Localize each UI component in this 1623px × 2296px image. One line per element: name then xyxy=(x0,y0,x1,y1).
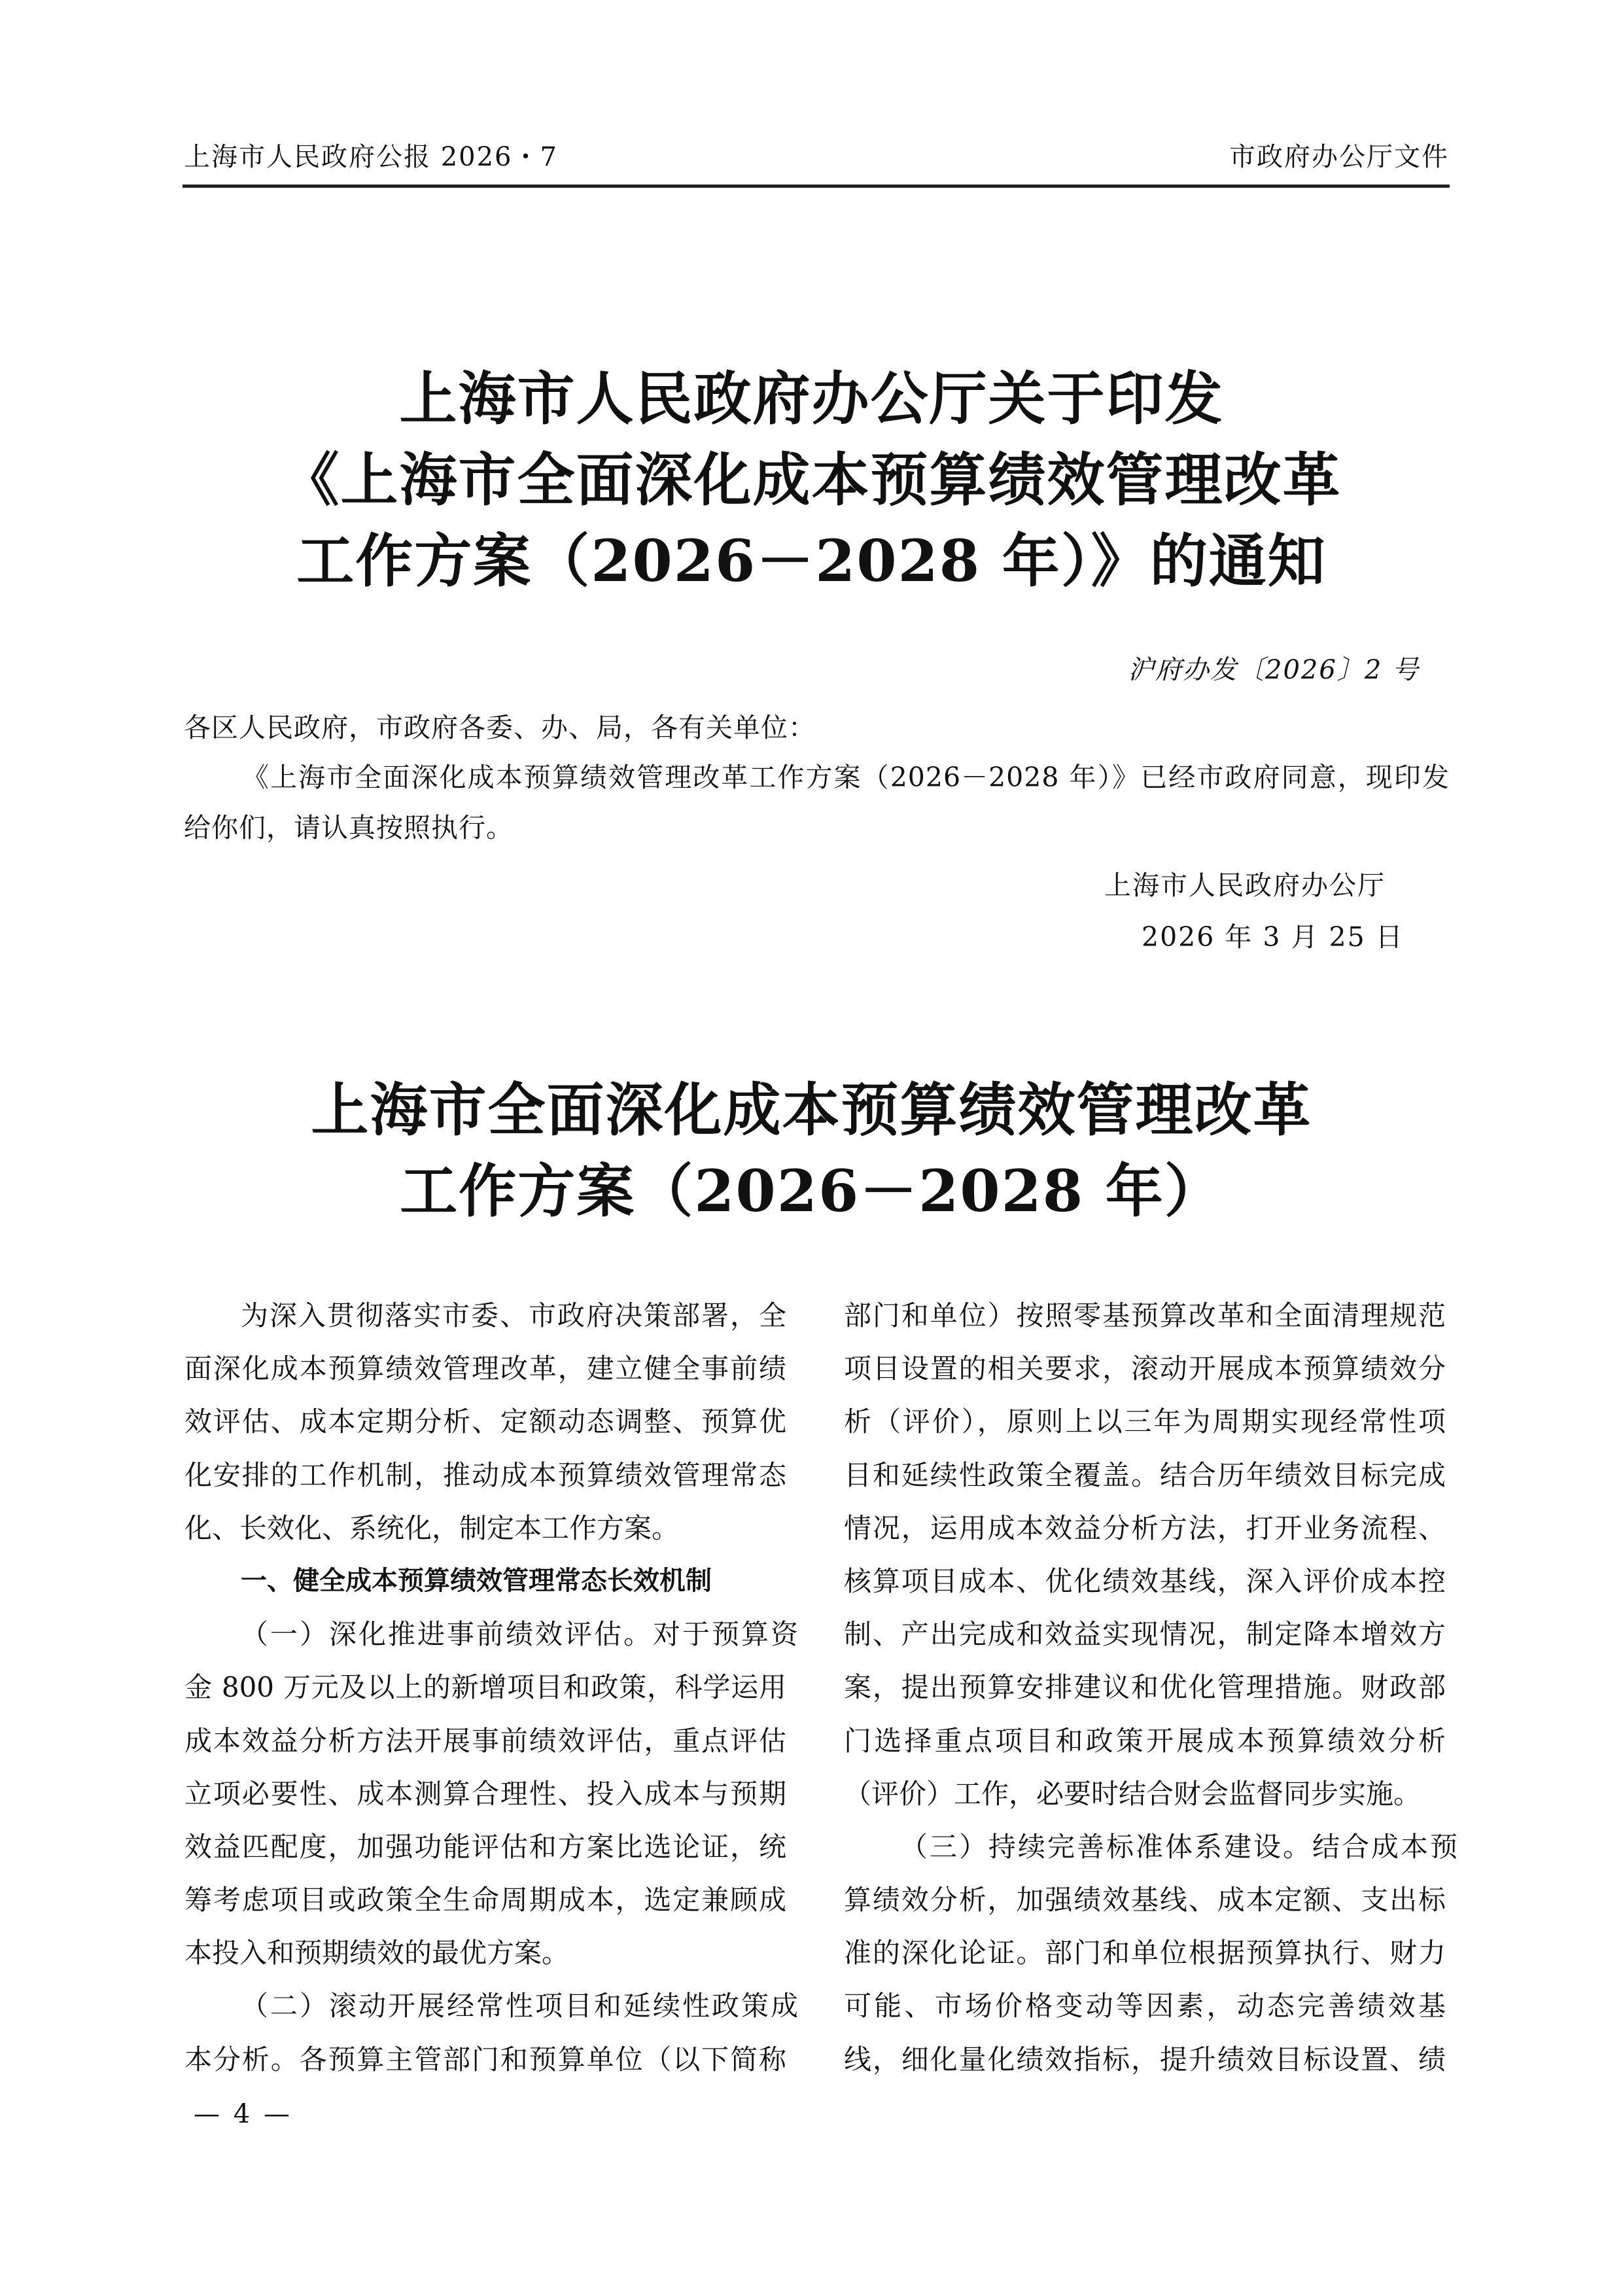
issue-date: 2026 年 3 月 25 日 xyxy=(1142,921,1404,953)
body-line: 情况，运用成本效益分析方法，打开业务流程、 xyxy=(844,1511,1446,1544)
body-line: 本投入和预期绩效的最优方案。 xyxy=(184,1937,570,1969)
body-line: 本分析。各预算主管部门和预算单位（以下简称 xyxy=(184,2043,786,2075)
body-line: 效益匹配度，加强功能评估和方案比选论证，统 xyxy=(184,1830,786,1863)
subsection-line: （二）滚动开展经常性项目和延续性政策成 xyxy=(241,1990,801,2022)
subsection-line: （三）持续完善标准体系建设。结合成本预 xyxy=(900,1830,1460,1863)
body-line: 制、产出完成和效益实现情况，制定降本增效方 xyxy=(844,1618,1446,1651)
subsection-line: （一）深化推进事前绩效评估。对于预算资 xyxy=(241,1618,801,1651)
body-line: 算绩效分析，加强绩效基线、成本定额、支出标 xyxy=(844,1884,1446,1916)
body-line: 核算项目成本、优化绩效基线，深入评价成本控 xyxy=(844,1564,1446,1597)
right-column xyxy=(844,1289,1460,2086)
body-line: 门选择重点项目和政策开展成本预算绩效分析 xyxy=(844,1724,1446,1757)
body-line: 案，提出预算安排建议和优化管理措施。财政部 xyxy=(844,1671,1446,1704)
body-line: 立项必要性、成本测算合理性、投入成本与预期 xyxy=(184,1777,786,1810)
body-line: 准的深化论证。部门和单位根据预算执行、财力 xyxy=(844,1937,1446,1969)
plan-title-line: 上海市全面深化成本预算绩效管理改革 xyxy=(311,1076,1312,1144)
notice-title-line: 工作方案（2026－2028 年）》的通知 xyxy=(296,527,1327,595)
body-line: 成本效益分析方法开展事前绩效评估，重点评估 xyxy=(184,1724,786,1757)
body-line: 部门和单位）按照零基预算改革和全面清理规范 xyxy=(844,1299,1446,1332)
body-line: 金 800 万元及以上的新增项目和政策，科学运用 xyxy=(184,1671,786,1704)
addressee: 各区人民政府，市政府各委、办、局，各有关单位： xyxy=(184,712,816,743)
notice-body-line: 给你们，请认真按照执行。 xyxy=(184,812,514,843)
section-heading: 一、健全成本预算绩效管理常态长效机制 xyxy=(241,1565,712,1596)
body-line: 析（评价），原则上以三年为周期实现经常性项 xyxy=(844,1405,1446,1438)
body-line: 化安排的工作机制，推动成本预算绩效管理常态 xyxy=(184,1458,786,1491)
body-line: 效评估、成本定期分析、定额动态调整、预算优 xyxy=(184,1405,786,1438)
document-number: 沪府办发〔2026〕2 号 xyxy=(1128,655,1420,685)
issuing-office: 上海市人民政府办公厅 xyxy=(1104,870,1386,901)
body-line: 筹考虑项目或政策全生命周期成本，选定兼顾成 xyxy=(184,1884,786,1916)
body-line: 面深化成本预算绩效管理改革，建立健全事前绩 xyxy=(184,1352,786,1385)
body-line: 项目设置的相关要求，滚动开展成本预算绩效分 xyxy=(844,1352,1446,1385)
notice-body-line: 《上海市全面深化成本预算绩效管理改革工作方案（2026－2028 年）》已经市政府同意，现印发 xyxy=(242,762,1450,793)
body-line: 化、长效化、系统化，制定本工作方案。 xyxy=(184,1511,680,1544)
body-line: 目和延续性政策全覆盖。结合历年绩效目标完成 xyxy=(844,1458,1446,1491)
left-column xyxy=(184,1289,801,2086)
body-line: （评价）工作，必要时结合财会监督同步实施。 xyxy=(844,1777,1422,1810)
notice-title-line: 上海市人民政府办公厅关于印发 xyxy=(399,364,1224,433)
notice-title-line: 《上海市全面深化成本预算绩效管理改革 xyxy=(281,446,1342,514)
body-line: 为深入贯彻落实市委、市政府决策部署，全 xyxy=(241,1299,786,1332)
gazette-issue-header: 上海市人民政府公报 2026・7 xyxy=(184,142,558,172)
header-rule xyxy=(183,185,1450,188)
plan-title-line: 工作方案（2026－2028 年） xyxy=(400,1157,1223,1225)
body-line: 线，细化量化绩效指标，提升绩效目标设置、绩 xyxy=(844,2043,1446,2075)
body-line: 可能、市场价格变动等因素，动态完善绩效基 xyxy=(844,1990,1446,2022)
document-category-header: 市政府办公厅文件 xyxy=(1229,142,1449,172)
page-number: — 4 — xyxy=(194,2099,292,2129)
